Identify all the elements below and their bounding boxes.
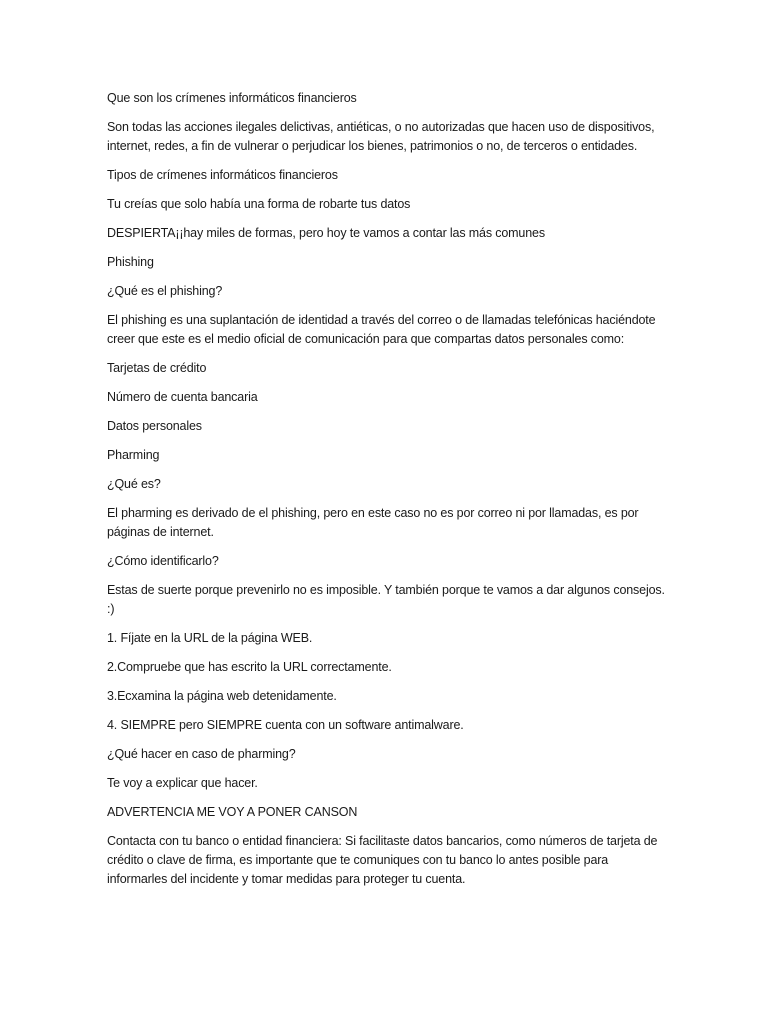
question-what-is-phishing: ¿Qué es el phishing? bbox=[107, 284, 223, 298]
intro-line: Tu creías que solo había una forma de robarte tus datos bbox=[107, 197, 411, 211]
contact-bank-paragraph: Contacta con tu banco o entidad financiera: Si facilitaste datos bancarios, como números de tarjeta de crédito o clave de firma, es importante que te comuniques con tu banco lo antes posible para informarles del incidente y tomar medidas para proteger tu cuenta. bbox=[107, 834, 658, 886]
pharming-explanation: El pharming es derivado de el phishing, pero en este caso no es por correo ni por llamadas, es por páginas de internet. bbox=[107, 506, 639, 539]
heading-what-are-financial-cybercrimes: Que son los crímenes informáticos financieros bbox=[107, 91, 357, 105]
question-what-is-it: ¿Qué es? bbox=[107, 477, 161, 491]
list-item-bank-account: Número de cuenta bancaria bbox=[107, 390, 258, 404]
question-what-to-do: ¿Qué hacer en caso de pharming? bbox=[107, 747, 296, 761]
wake-up-line: DESPIERTA¡¡hay miles de formas, pero hoy te vamos a contar las más comunes bbox=[107, 226, 545, 240]
heading-types-of-crimes: Tipos de crímenes informáticos financieros bbox=[107, 168, 338, 182]
phishing-explanation: El phishing es una suplantación de identidad a través del correo o de llamadas telefónicas haciéndote creer que este es el medio oficial de comunicación para que compartas datos personales como: bbox=[107, 313, 656, 346]
explain-line: Te voy a explicar que hacer. bbox=[107, 776, 258, 790]
question-how-to-identify: ¿Cómo identificarlo? bbox=[107, 554, 219, 568]
prevention-intro: Estas de suerte porque prevenirlo no es imposible. Y también porque te vamos a dar algunos consejos. :) bbox=[107, 583, 665, 616]
warning-line: ADVERTENCIA ME VOY A PONER CANSON bbox=[107, 805, 358, 819]
list-item-personal-data: Datos personales bbox=[107, 419, 202, 433]
tip-3: 3.Ecxamina la página web detenidamente. bbox=[107, 689, 337, 703]
definition-paragraph: Son todas las acciones ilegales delictivas, antiéticas, o no autorizadas que hacen uso de dispositivos, internet, redes, a fin de vulnerar o perjudicar los bienes, patrimonios o no, de terceros o entidades. bbox=[107, 120, 655, 153]
tip-1: 1. Fíjate en la URL de la página WEB. bbox=[107, 631, 313, 645]
heading-phishing: Phishing bbox=[107, 255, 154, 269]
document-body bbox=[107, 89, 667, 899]
list-item-credit-cards: Tarjetas de crédito bbox=[107, 361, 207, 375]
tip-2: 2.Compruebe que has escrito la URL correctamente. bbox=[107, 660, 392, 674]
heading-pharming: Pharming bbox=[107, 448, 160, 462]
tip-4: 4. SIEMPRE pero SIEMPRE cuenta con un software antimalware. bbox=[107, 718, 464, 732]
